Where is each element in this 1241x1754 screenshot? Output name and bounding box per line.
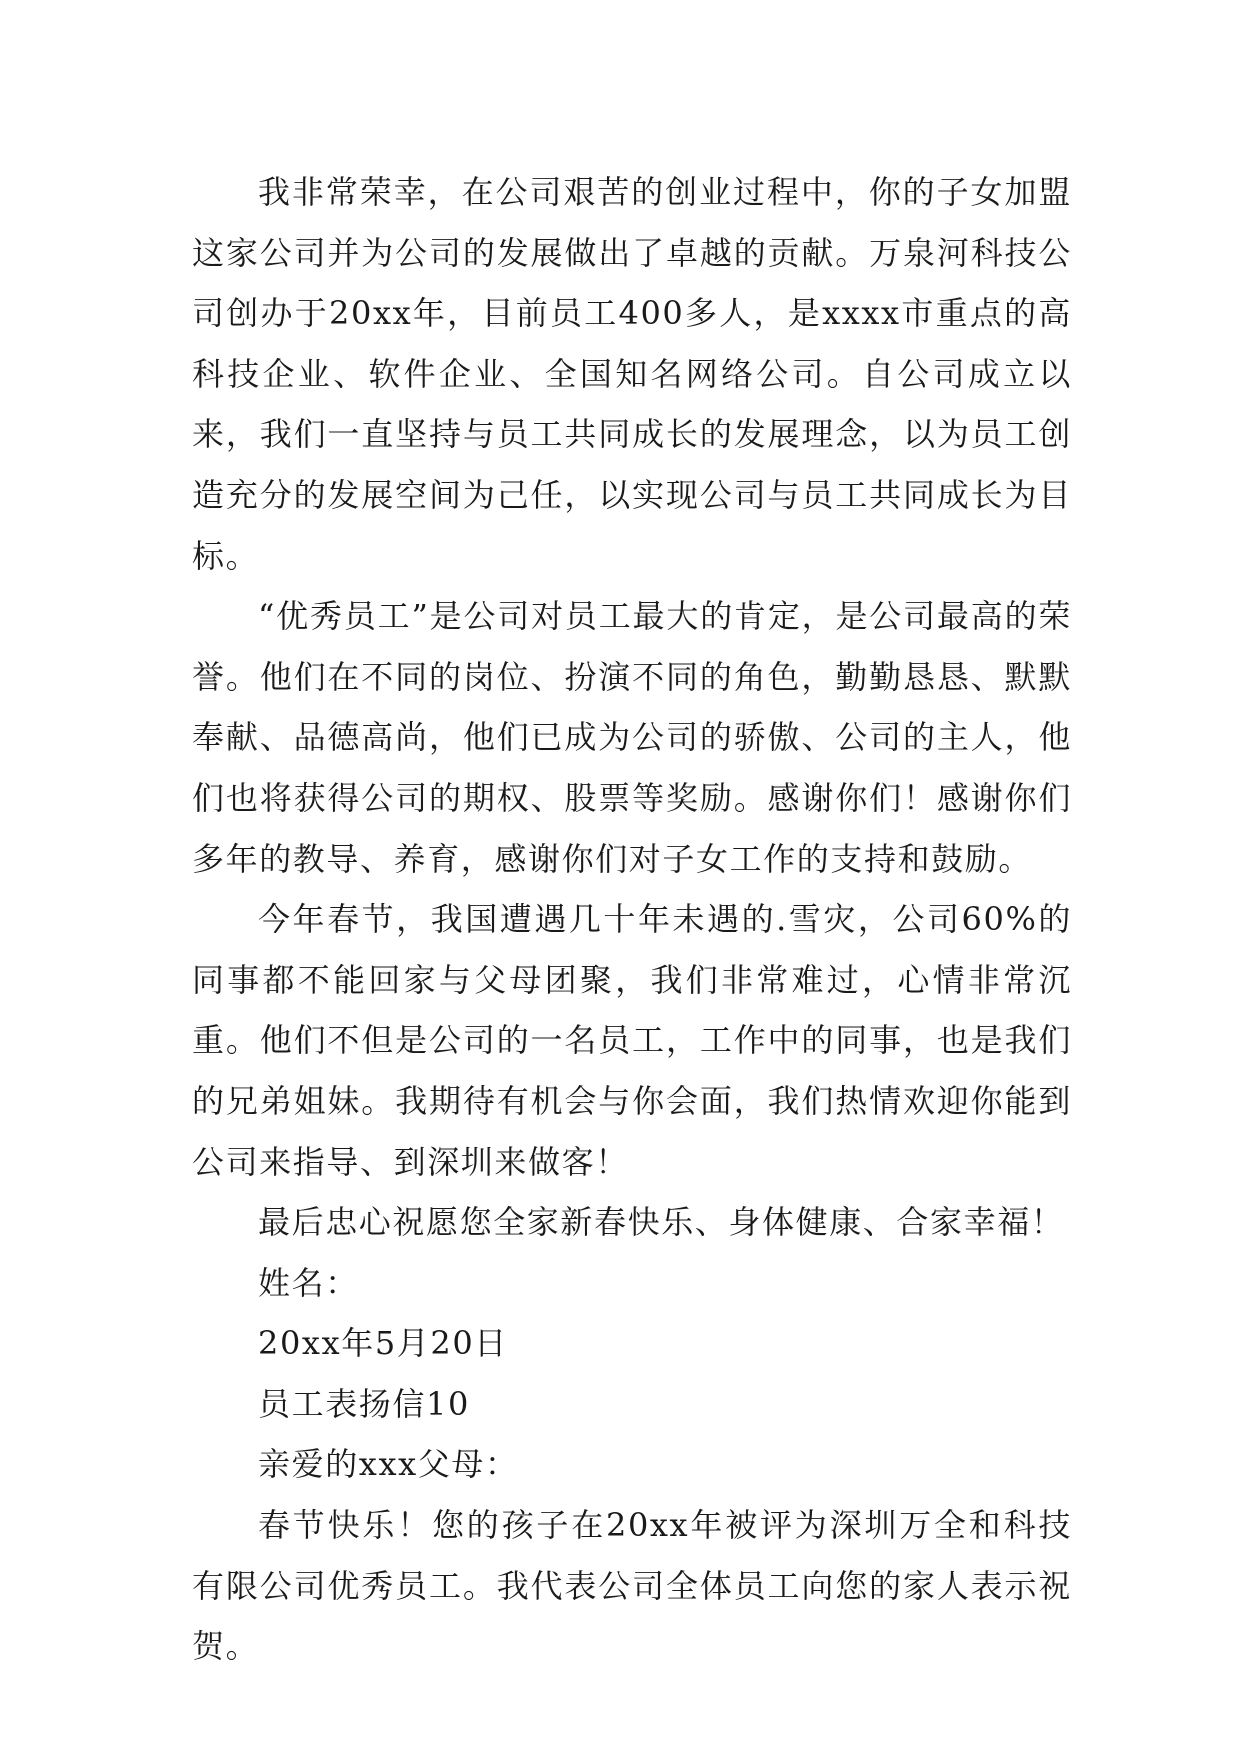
signature-name: 姓名： <box>258 1263 359 1302</box>
paragraph-spring-festival: 今年春节，我国遭遇几十年未遇的.雪灾，公司60%的同事都不能回家与父母团聚，我们非常难过，心情非常沉重。他们不但是公司的一名员工，工作中的同事，也是我们的兄弟姐妹。我期待有机会与你会面，我们热情欢迎你能到公司来指导、到深圳来做客！ <box>192 900 1072 1181</box>
paragraph-intro: 我非常荣幸，在公司艰苦的创业过程中，你的子女加盟这家公司并为公司的发展做出了卓越的贡献。万泉河科技公司创办于20xx年，目前员工400多人，是xxxx市重点的高科技企业、软件企业、全国知名网络公司。自公司成立以来，我们一直坚持与员工共同成长的发展理念，以为员工创造充分的发展空间为己任，以实现公司与员工共同成长为目标。 <box>192 173 1072 575</box>
paragraph-greeting: 春节快乐！您的孩子在20xx年被评为深圳万全和科技有限公司优秀员工。我代表公司全体员工向您的家人表示祝贺。 <box>192 1506 1072 1666</box>
salutation: 亲爱的xxx父母： <box>258 1445 519 1484</box>
letter-body <box>192 162 1072 1677</box>
letter-title: 员工表扬信10 <box>258 1384 470 1423</box>
paragraph-excellent-employee: “优秀员工”是公司对员工最大的肯定，是公司最高的荣誉。他们在不同的岗位、扮演不同的角色，勤勤恳恳、默默奉献、品德高尚，他们已成为公司的骄傲、公司的主人，他们也将获得公司的期权、股票等奖励。感谢你们！感谢你们多年的教导、养育，感谢你们对子女工作的支持和鼓励。 <box>192 597 1072 878</box>
signature-date: 20xx年5月20日 <box>258 1324 508 1363</box>
paragraph-closing-wish: 最后忠心祝愿您全家新春快乐、身体健康、合家幸福！ <box>258 1203 1065 1242</box>
